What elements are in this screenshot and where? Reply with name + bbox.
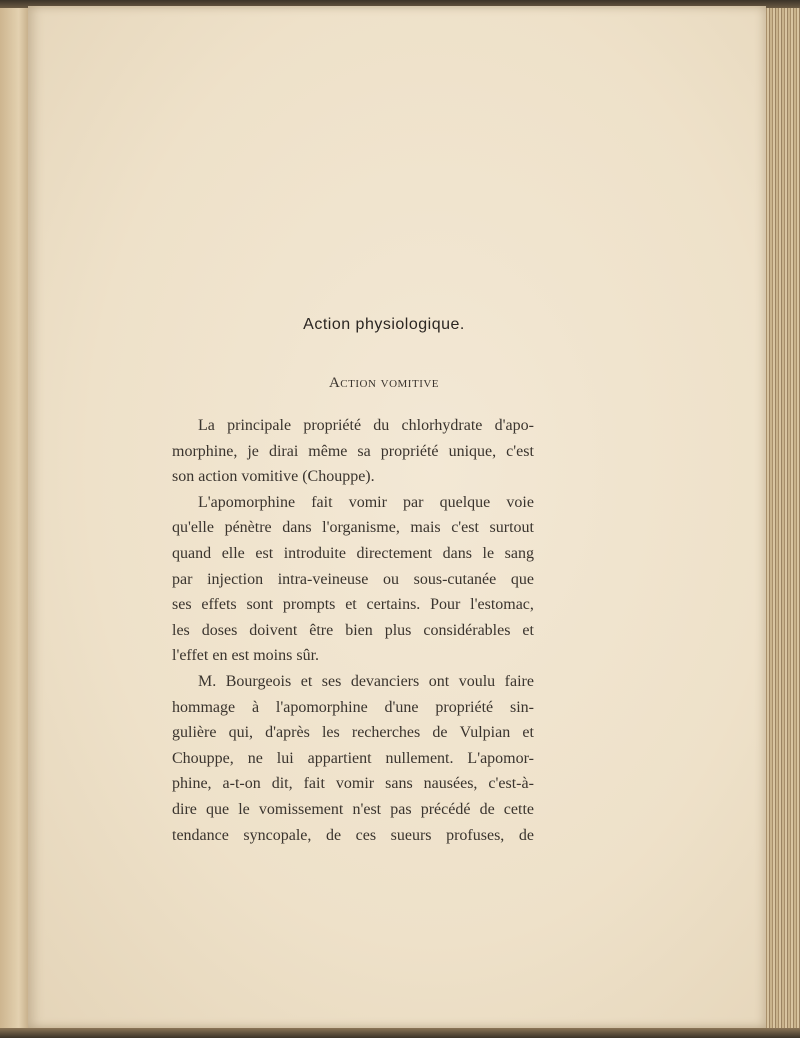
text-line: par injection intra-veineuse ou sous-cutanée que: [172, 570, 534, 588]
book-page: [28, 6, 766, 1028]
text-line: qu'elle pénètre dans l'organisme, mais c'est surtout: [172, 519, 534, 537]
text-line: dire que le vomissement n'est pas précédé de cette: [172, 800, 534, 818]
text-line: phine, a-t-on dit, fait vomir sans nausées, c'est-à-: [172, 775, 534, 793]
subsection-heading-text: Action vomitive: [328, 375, 440, 391]
text-line: M. Bourgeois et ses devanciers ont voulu faire: [198, 672, 534, 690]
text-line: l'effet en est moins sûr.: [172, 647, 320, 665]
text-line: Chouppe, ne lui appartient nullement. L'apomor-: [172, 749, 534, 767]
text-line: ses effets sont prompts et certains. Pour l'estomac,: [172, 596, 534, 614]
text-line: La principale propriété du chlorhydrate d'apo-: [198, 417, 534, 434]
text-line: quand elle est introduite directement dans le sang: [172, 544, 534, 562]
text-line: L'apomorphine fait vomir par quelque voie: [198, 493, 534, 511]
text-line: hommage à l'apomorphine d'une propriété sin-: [172, 698, 534, 716]
text-line: tendance syncopale, de ces sueurs profuses, de: [172, 826, 534, 844]
subsection-heading: [28, 375, 740, 392]
bottom-binding-strip: [0, 1028, 800, 1038]
text-line: les doses doivent être bien plus considérables et: [172, 621, 534, 639]
text-line: gulière qui, d'après les recherches de Vulpian et: [172, 724, 534, 742]
text-line: son action vomitive (Chouppe).: [172, 468, 375, 486]
text-line: morphine, je dirai même sa propriété unique, c'est: [172, 442, 534, 460]
section-heading: Action physiologique.: [303, 316, 465, 333]
body-text: [172, 413, 534, 848]
